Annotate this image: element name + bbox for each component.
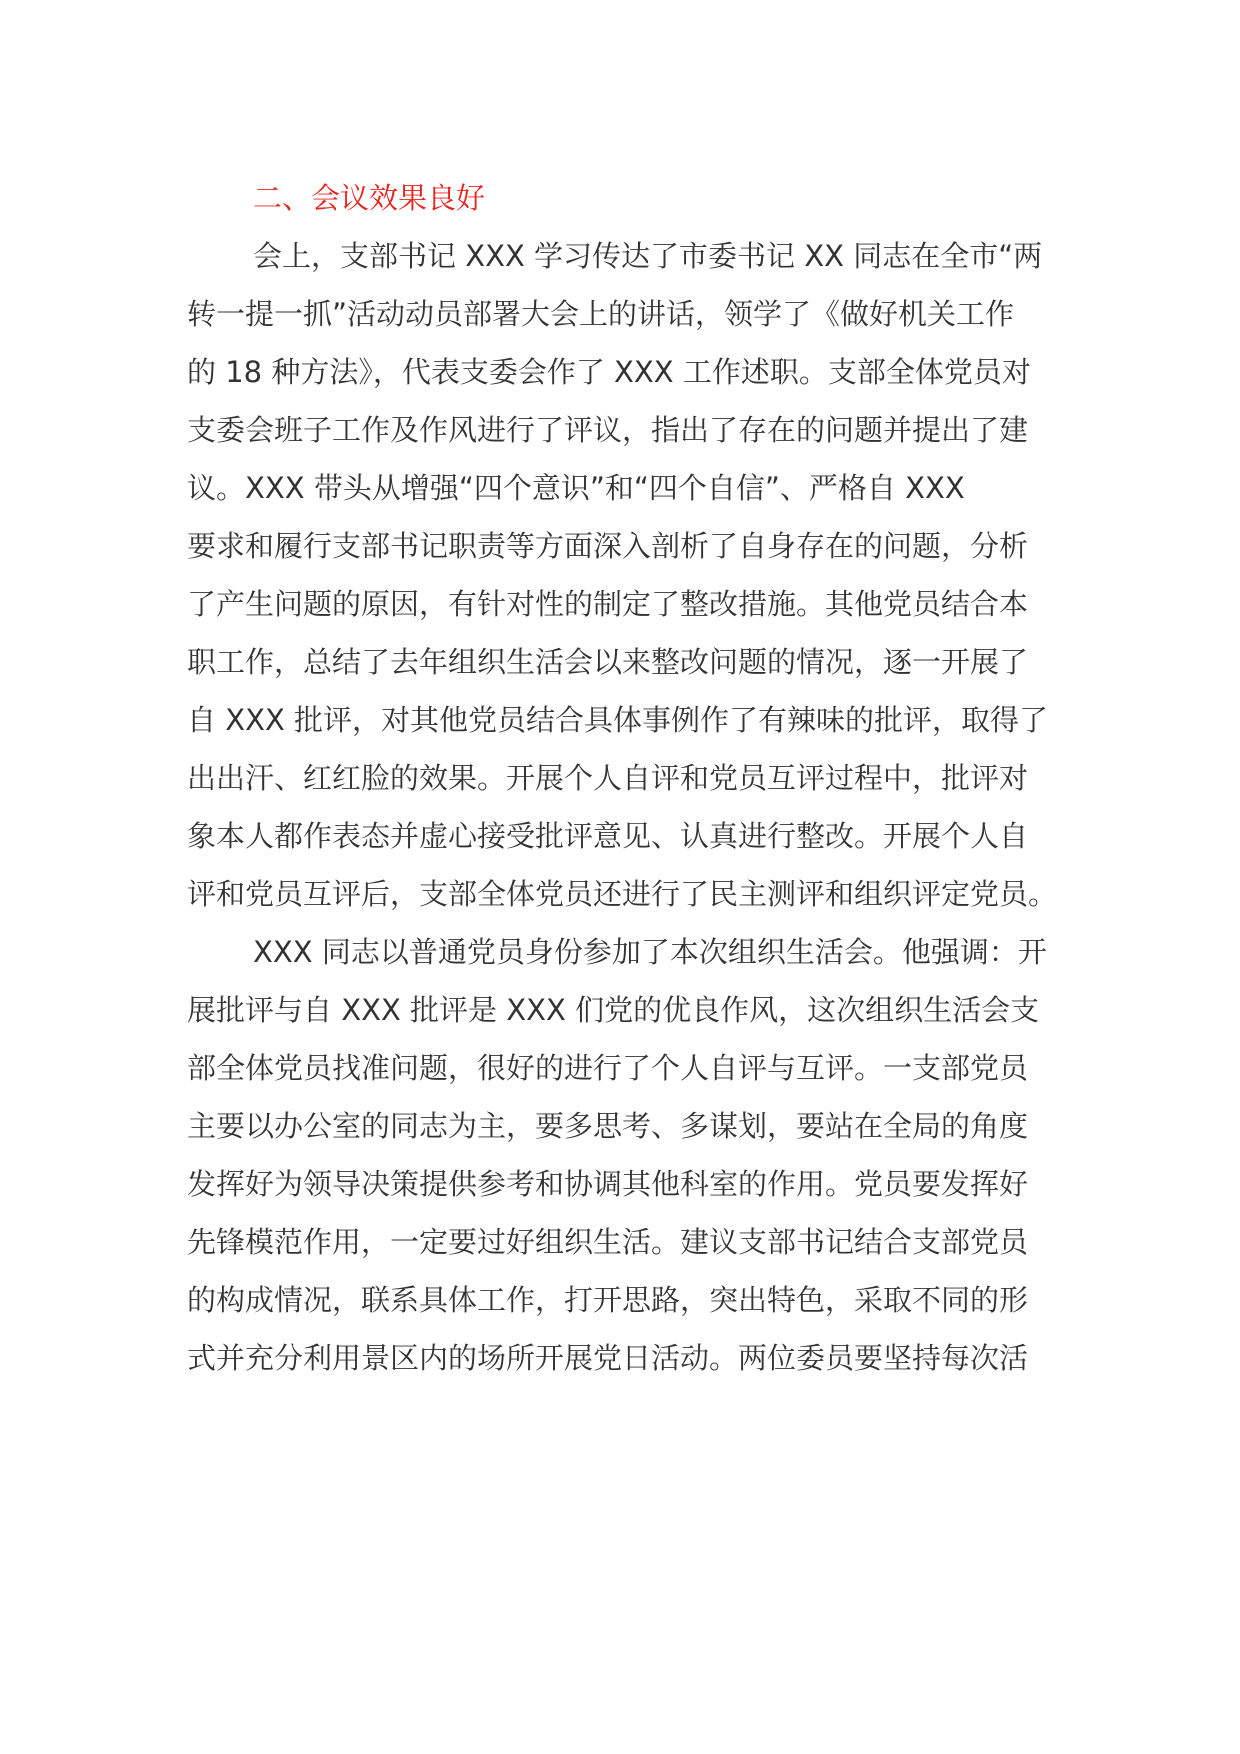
paragraph-1-line-12: 评和党员互评后，支部全体党员还进行了民主测评和组织评定党员。 xyxy=(187,877,1058,911)
paragraph-1-line-11: 象本人都作表态并虚心接受批评意见、认真进行整改。开展个人自 xyxy=(187,819,1029,853)
paragraph-1-line-4: 支委会班子工作及作风进行了评议，指出了存在的问题并提出了建 xyxy=(187,413,1029,447)
paragraph-2-line-1: XXX 同志以普通党员身份参加了本次组织生活会。他强调：开 xyxy=(253,935,1047,969)
paragraph-1-line-5: 议。XXX 带头从增强“四个意识”和“四个自信”、严格自 XXX xyxy=(187,471,965,505)
paragraph-1-line-8: 职工作，总结了去年组织生活会以来整改问题的情况，逐一开展了 xyxy=(187,645,1029,679)
paragraph-1-line-7: 了产生问题的原因，有针对性的制定了整改措施。其他党员结合本 xyxy=(187,587,1029,621)
paragraph-2-line-3: 部全体党员找准问题，很好的进行了个人自评与互评。一支部党员 xyxy=(187,1051,1029,1085)
paragraph-2-line-8: 式并充分利用景区内的场所开展党日活动。两位委员要坚持每次活 xyxy=(187,1341,1029,1375)
paragraph-1-line-10: 出出汗、红红脸的效果。开展个人自评和党员互评过程中，批评对 xyxy=(187,761,1029,795)
paragraph-2-line-7: 的构成情况，联系具体工作，打开思路，突出特色，采取不同的形 xyxy=(187,1283,1029,1317)
paragraph-1-line-1: 会上，支部书记 XXX 学习传达了市委书记 XX 同志在全市“两 xyxy=(253,239,1043,273)
paragraph-1-line-3: 的 18 种方法》，代表支委会作了 XXX 工作述职。支部全体党员对 xyxy=(187,355,1031,389)
section-heading: 二、会议效果良好 xyxy=(253,181,486,215)
paragraph-2-line-6: 先锋模范作用，一定要过好组织生活。建议支部书记结合支部党员 xyxy=(187,1225,1029,1259)
paragraph-2-line-2: 展批评与自 XXX 批评是 XXX 们党的优良作风，这次组织生活会支 xyxy=(187,993,1040,1027)
paragraph-1-line-6: 要求和履行支部书记职责等方面深入剖析了自身存在的问题，分析 xyxy=(187,529,1029,563)
paragraph-2-line-4: 主要以办公室的同志为主，要多思考、多谋划，要站在全局的角度 xyxy=(187,1109,1029,1143)
paragraph-1-line-2: 转一提一抓”活动动员部署大会上的讲话，领学了《做好机关工作 xyxy=(187,297,1015,331)
paragraph-2-line-5: 发挥好为领导决策提供参考和协调其他科室的作用。党员要发挥好 xyxy=(187,1167,1029,1201)
paragraph-1-line-9: 自 XXX 批评，对其他党员结合具体事例作了有辣味的批评，取得了 xyxy=(187,703,1049,737)
